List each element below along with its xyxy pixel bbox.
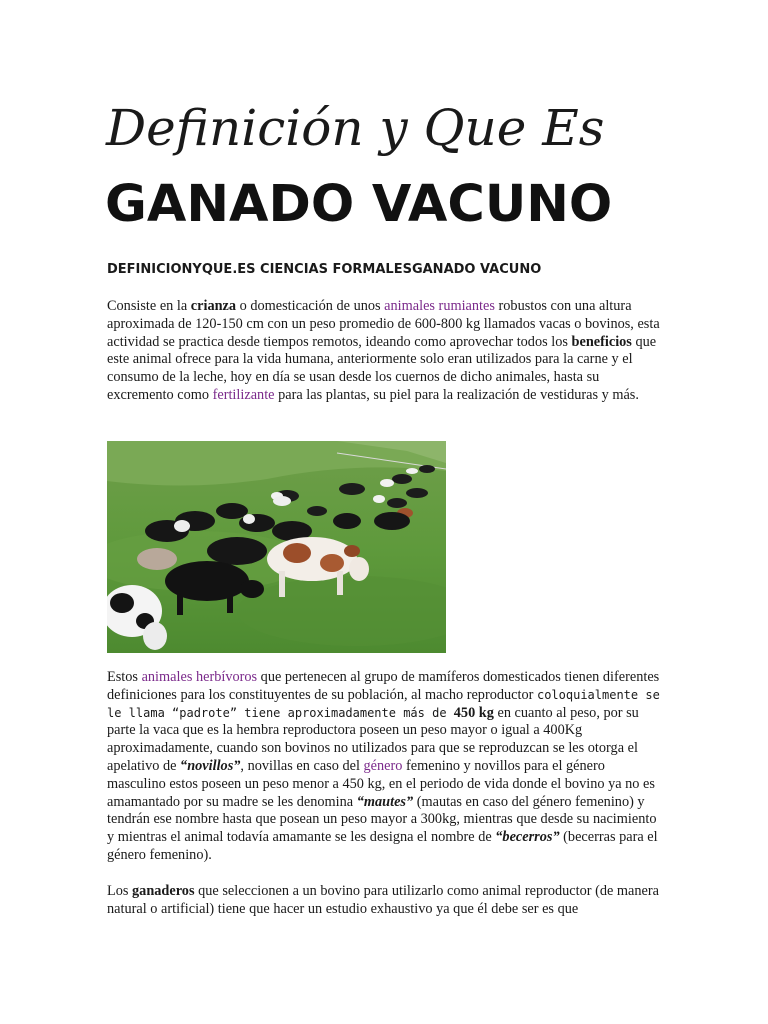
text: Estos [107, 669, 142, 685]
text: que pertenecen al grupo de mamíferos domesticados tienen diferentes definiciones para los constituyentes de su población, al macho reproductor [107, 669, 660, 703]
paragraph-ganaderos [107, 883, 667, 919]
bold-term: beneficios [571, 333, 632, 350]
text-monospace: coloquialmente se le llama “padrote” tiene aproximadamente más de [107, 687, 660, 720]
text: (becerras para el género femenino). [107, 829, 658, 863]
paragraph-intro [107, 298, 667, 405]
text: , novillas en caso del [240, 757, 364, 774]
paragraph-definitions [107, 669, 667, 865]
text: para las plantas, su piel para la realización de vestiduras y más. [274, 386, 639, 403]
title-bold-line: GANADO VACUNO [105, 175, 613, 234]
text: que este animal ofrece para la vida humana, anteriormente solo eran utilizados para la carne y el consumo de la leche, hoy en día se usan desde los cuernos de dicho animales, hasta su excremento como [107, 333, 657, 403]
link-animales-herbivoros[interactable]: animales herbívoros [141, 669, 258, 685]
bold-term: 450 kg [453, 704, 494, 721]
bold-italic-term: “mautes” [356, 793, 414, 810]
link-fertilizante[interactable]: fertilizante [212, 386, 275, 403]
text: que seleccionen a un bovino para utilizarlo como animal reproductor (de manera natural o artificial) tiene que hacer un estudio exhaustivo ya que él debe ser es que [107, 883, 659, 917]
text: en cuanto al peso, por su parte la vaca que es la hembra reproductora poseen un peso mayor o igual a 400Kg aproximadamente, cuando son bovinos no utilizados para que se reproduzcan se les otorga el apelativo de [107, 704, 639, 774]
text: Consiste en la [107, 298, 191, 314]
bold-italic-term: “becerros” [495, 829, 560, 846]
text: femenino y novillos para el género masculino estos poseen un peso menor a 450 kg, en el periodo de vida donde el bovino ya no es amamantado por su madre se les denomina [107, 757, 655, 810]
text: (mautas en caso del género femenino) y tendrán ese nombre hasta que posean un peso mayor a 300kg, mientras que desde su nacimiento y mientras el animal todavía amamante se les designa el nombre de [107, 793, 657, 846]
link-animales-rumiantes[interactable]: animales rumiantes [384, 298, 495, 314]
bold-term: crianza [190, 298, 237, 314]
text: o domesticación de unos [236, 298, 385, 314]
title-italic-line: Definición y Que Es [106, 99, 605, 157]
bold-term: ganaderos [132, 883, 195, 899]
subtitle: DEFINICIONYQUE.ES CIENCIAS FORMALESGANADO VACUNO [107, 262, 542, 277]
cattle-pasture-photo [107, 441, 446, 653]
text: robustos con una altura aproximada de 120-150 cm con un peso promedio de 600-800 kg llamados vacas o bovinos, esta actividad se practica desde tiempos remotos, ideando como aprovechar todos los [107, 298, 660, 350]
link-genero[interactable]: género [363, 757, 403, 774]
bold-italic-term: “novillos” [180, 757, 241, 774]
text: Los [107, 883, 133, 899]
